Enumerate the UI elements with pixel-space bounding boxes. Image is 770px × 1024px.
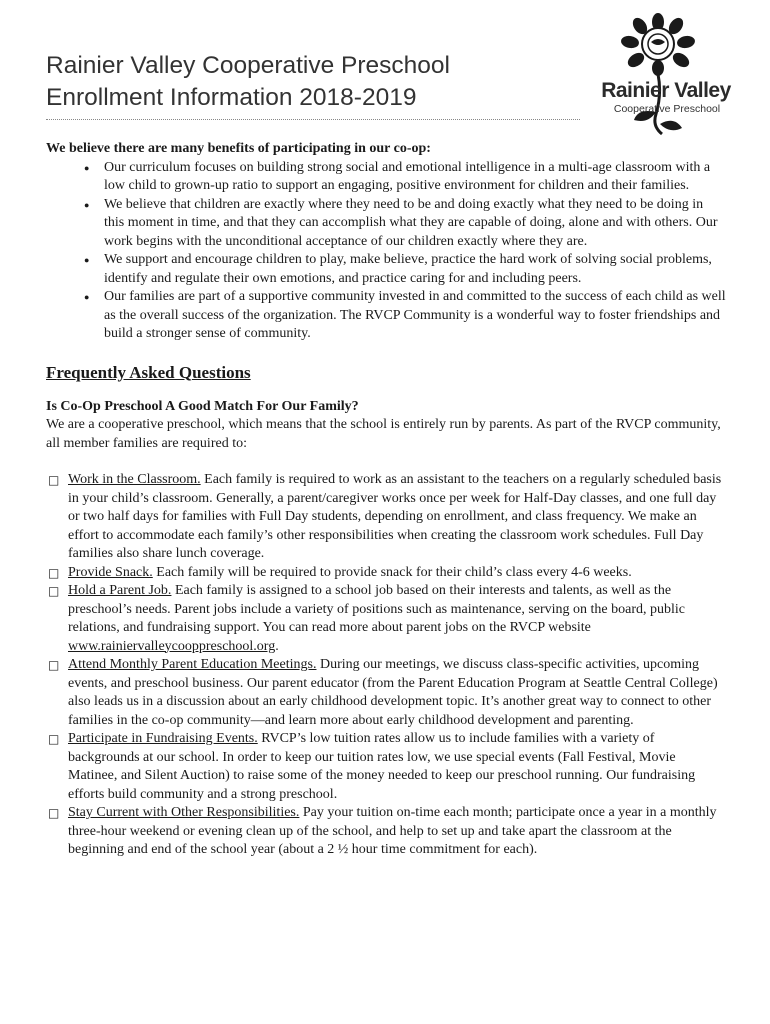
- faq-heading: Frequently Asked Questions: [46, 362, 251, 382]
- logo-subtitle: Cooperative Preschool: [613, 103, 721, 115]
- requirement-text-end: .: [275, 638, 279, 654]
- page-title: [46, 50, 450, 114]
- sunflower-logo-icon: [596, 12, 736, 136]
- header-divider: [46, 119, 580, 120]
- requirement-text: During our meetings, we discuss class-specific activities, upcoming events, and preschool business. Our parent educator (from the Parent Education Program at Seattle Central College) also leads us in a discussion about an early childhood development topic. It’s another great way to connect to other families in the co-op community—and learn more about early childhood development and parenting.: [68, 657, 718, 728]
- benefits-heading: We believe there are many benefits of participating in our co-op:: [46, 141, 431, 156]
- checkbox-icon: □: [48, 806, 60, 820]
- checkbox-icon: □: [48, 473, 60, 487]
- requirement-item: [48, 804, 726, 860]
- list-item: ● Our curriculum focuses on building strong social and emotional intelligence in a multi-age classroom with a low child to grown-up ratio to support an engaging, positive environment for children and their families.: [104, 159, 726, 196]
- website-link[interactable]: www.rainiervalleycooppreschool.org: [68, 638, 276, 654]
- requirement-text: Each family is assigned to a school job based on their interests and talents, as well as the preschool’s needs. Parent jobs include a variety of positions such as maintenance, serving on the board, public relations, and fundraising support. You can read more about parent jobs on the RVCP website: [68, 583, 686, 635]
- list-item: ● We support and encourage children to play, make believe, practice the hard work of solving social problems, identify and regulate their own emotions, and practice caring for and including peers.: [104, 251, 726, 288]
- requirement-title: Stay Current with Other Responsibilities.: [68, 805, 300, 820]
- requirement-title: Attend Monthly Parent Education Meetings.: [68, 657, 317, 672]
- requirement-item: [48, 582, 726, 656]
- list-item: ● Our families are part of a supportive community invested in and committed to the success of each child as well as the overall success of the organization. The RVCP Community is a wonderful way to foster friendships and build a stronger sense of community.: [104, 288, 726, 344]
- requirement-item: [48, 471, 726, 564]
- title-line-2: Enrollment Information 2018-2019: [46, 84, 417, 111]
- requirement-item: [48, 656, 726, 730]
- requirement-text: Each family is required to work as an assistant to the teachers on a regularly scheduled basis in your child’s classroom. Generally, a parent/caregiver works once per week for Half-Day classes, and one full day or two half days for families with Full Day students, depending on enrollment, and class frequency. We make an effort to accommodate each family’s other responsibilities when creating the classroom work schedules. Full Day families also share lunch coverage.: [68, 472, 722, 561]
- requirement-title: Hold a Parent Job.: [68, 583, 172, 598]
- requirement-item: [48, 564, 726, 583]
- requirement-item: [48, 730, 726, 804]
- school-logo: [596, 12, 736, 136]
- faq-answer: We are a cooperative preschool, which means that the school is entirely run by parents. As part of the RVCP community, all member families are required to:: [46, 417, 721, 451]
- main-content: [46, 140, 726, 860]
- requirement-text: RVCP’s low tuition rates allow us to include families with a variety of backgrounds at our school. In order to keep our tuition rates low, we use special events (Fall Festival, Movie Matinee, and Silent Auction) to raise some of the money needed to keep our preschool running. Our fundraising efforts build community and a strong preschool.: [68, 731, 696, 802]
- checkbox-icon: □: [48, 732, 60, 746]
- requirement-title: Work in the Classroom.: [68, 472, 201, 487]
- requirements-list: [48, 471, 726, 860]
- list-item: ● We believe that children are exactly where they need to be and doing exactly what they need to be doing in this moment in time, and that they can accomplish what they are capable of doing, alone and with others. Our work begins with the unconditional acceptance of our children exactly where they are.: [104, 196, 726, 252]
- requirement-text: Each family will be required to provide snack for their child’s class every 4-6 weeks.: [152, 564, 632, 580]
- requirement-text: Pay your tuition on-time each month; participate once a year in a monthly three-hour weekend or evening clean up of the school, and help to set up and take apart the classroom at the beginning and end of the school year (about a 2 ½ hour time commitment for each).: [68, 805, 717, 857]
- faq-question: Is Co-Op Preschool A Good Match For Our Family?: [46, 398, 359, 414]
- checkbox-icon: □: [48, 565, 60, 580]
- requirement-title: Provide Snack.: [68, 564, 153, 580]
- checkbox-icon: □: [48, 658, 60, 672]
- title-line-1: Rainier Valley Cooperative Preschool: [46, 52, 450, 79]
- checkbox-icon: □: [48, 584, 60, 598]
- benefits-list: [104, 159, 726, 344]
- logo-name: Rainier Valley: [601, 79, 731, 102]
- requirement-title: Participate in Fundraising Events.: [68, 731, 258, 746]
